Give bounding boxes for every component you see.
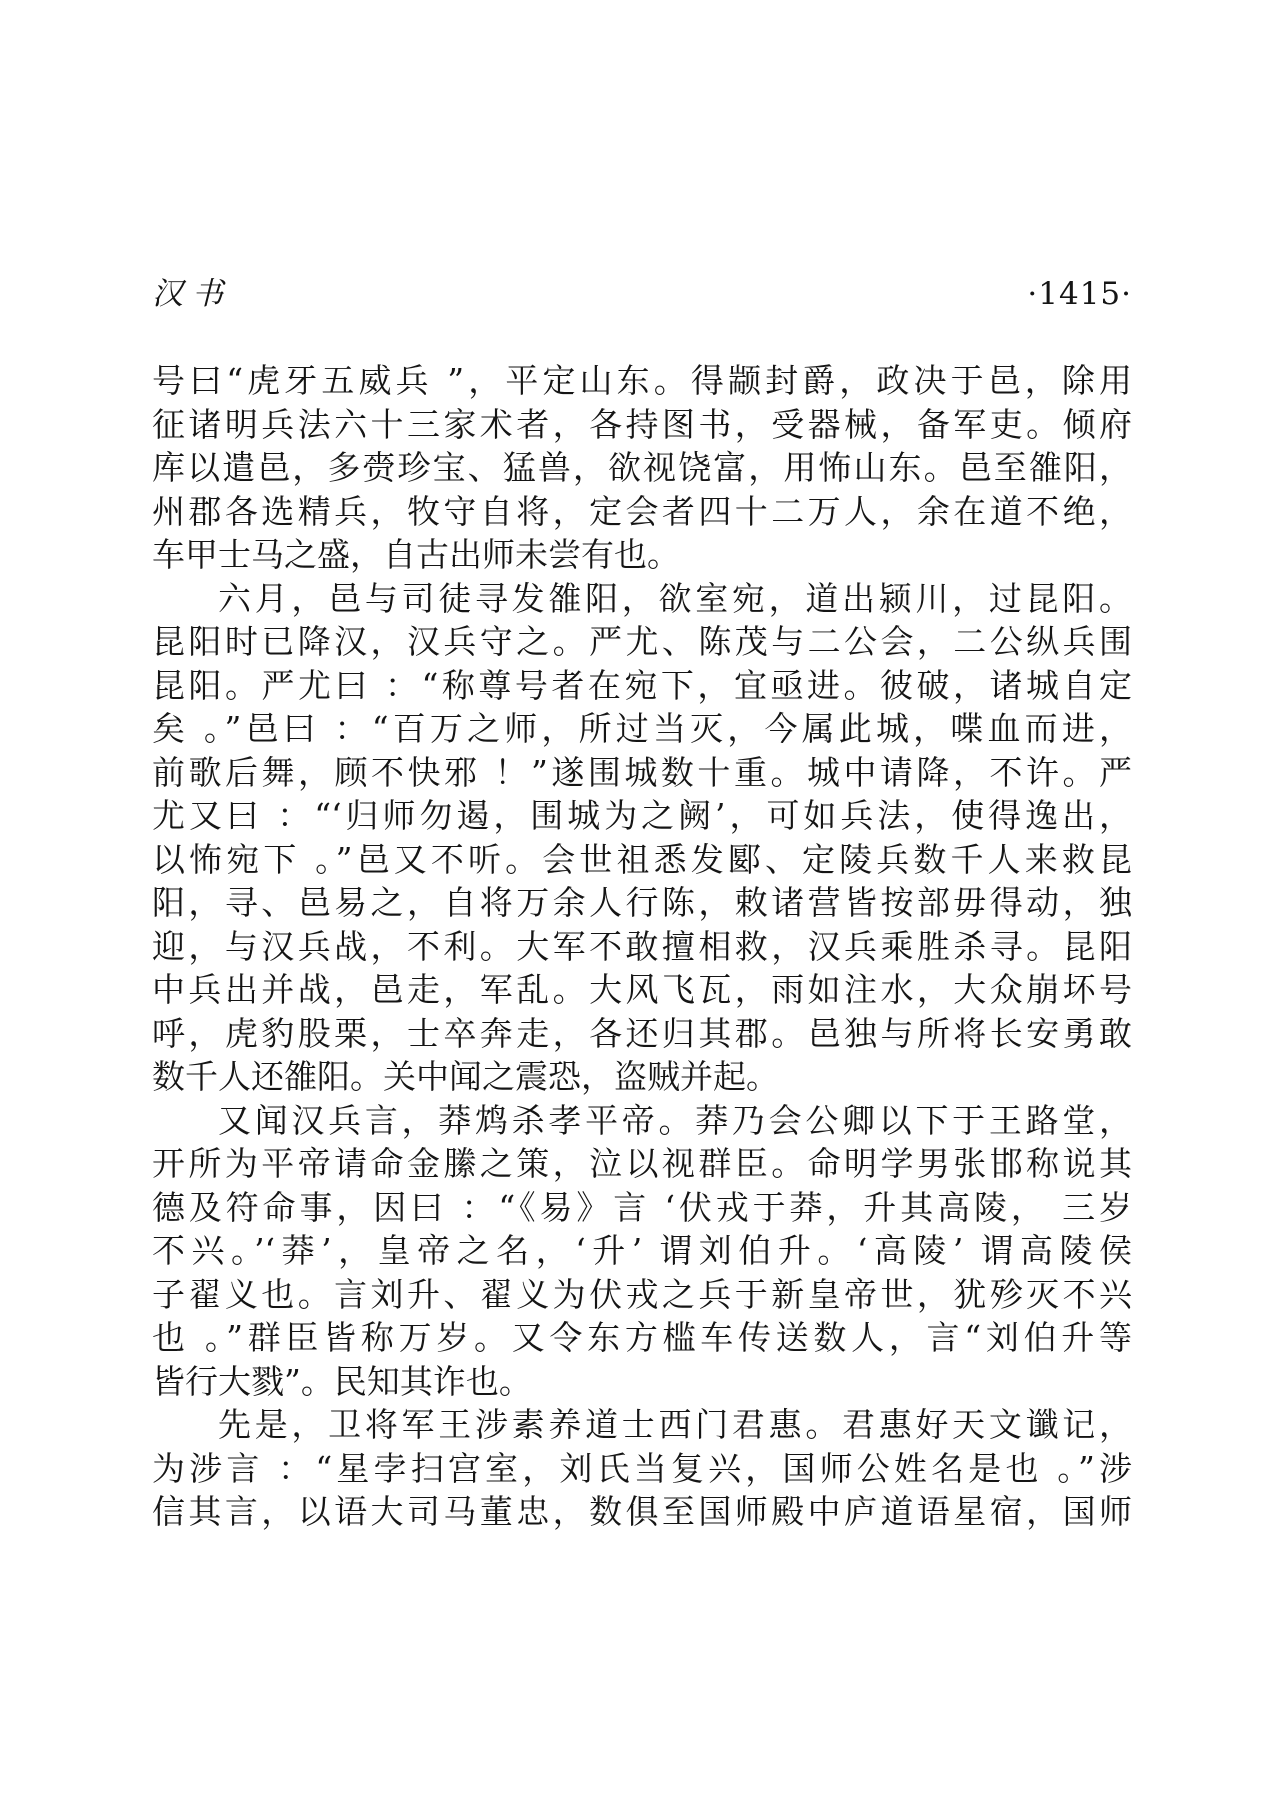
text-line: 州郡各选精兵，牧守自将，定会者四十二万人，余在道不绝， <box>152 491 1132 531</box>
text-line: 以怖宛下 。”邑又不听。会世祖悉发郾、定陵兵数千人来救昆 <box>152 839 1132 879</box>
text-line: 不兴。’‘莽’，皇帝之名，‘升’ 谓刘伯升。‘高陵’ 谓高陵侯 <box>152 1231 1132 1270</box>
text-line: 尤又曰 ：“‘归师勿遏，围城为之阙’，可如兵法，使得逸出， <box>152 796 1132 835</box>
text-line: 库以遣邑，多赍珍宝、猛兽，欲视饶富，用怖山东。邑至雒阳， <box>152 448 1132 487</box>
text-line: 车甲士马之盛，自古出师未尝有也。 <box>152 535 680 574</box>
text-line: 征诸明兵法六十三家术者，各持图书，受器械，备军吏。倾府 <box>152 404 1132 444</box>
text-line: 子翟义也。言刘升、翟义为伏戎之兵于新皇帝世，犹殄灭不兴 <box>152 1274 1132 1314</box>
text-line: 昆阳。严尤曰 ：“称尊号者在宛下，宜亟进。彼破，诸城自定 <box>152 665 1132 705</box>
text-line: 信其言，以语大司马董忠，数俱至国师殿中庐道语星宿，国师 <box>152 1492 1132 1531</box>
body-text <box>152 359 1132 1534</box>
text-line: 呼，虎豹股栗，士卒奔走，各还归其郡。邑独与所将长安勇敢 <box>152 1013 1132 1053</box>
text-line: 又闻汉兵言，莽鸩杀孝平帝。莽乃会公卿以下于王路堂， <box>218 1100 1132 1140</box>
text-line: 德及符命事，因曰 ：“《易》言 ‘伏戎于莽，升其高陵， 三岁 <box>152 1187 1132 1227</box>
text-line: 前歌后舞，顾不快邪 ！”遂围城数十重。城中请降，不许。严 <box>152 752 1132 792</box>
text-line: 先是，卫将军王涉素养道士西门君惠。君惠好天文谶记， <box>218 1405 1132 1444</box>
text-line: 也 。”群臣皆称万岁。又令东方槛车传送数人，言“刘伯升等 <box>152 1318 1132 1357</box>
text-line: 皆行大戮”。民知其诈也。 <box>152 1361 532 1401</box>
text-line: 阳，寻、邑易之，自将万余人行陈，敕诸营皆按部毋得动，独 <box>152 883 1132 922</box>
text-line: 开所为平帝请命金縢之策，泣以视群臣。命明学男张邯称说其 <box>152 1144 1132 1183</box>
book-title: 汉书 <box>152 276 232 312</box>
text-line: 号曰“虎牙五威兵 ”，平定山东。得颛封爵，政决于邑，除用 <box>152 361 1132 400</box>
text-line: 昆阳时已降汉，汉兵守之。严尤、陈茂与二公会，二公纵兵围 <box>152 622 1132 661</box>
text-line: 数千人还雒阳。关中闻之震恐，盗贼并起。 <box>152 1057 779 1096</box>
page-header <box>152 268 1132 313</box>
text-line: 为涉言 ：“星孛扫宫室，刘氏当复兴，国师公姓名是也 。”涉 <box>152 1448 1132 1488</box>
text-line: 中兵出并战，邑走，军乱。大风飞瓦，雨如注水，大众崩坏号 <box>152 970 1132 1009</box>
text-line: 迎，与汉兵战，不利。大军不敢擅相救，汉兵乘胜杀寻。昆阳 <box>152 926 1132 966</box>
text-line: 矣 。”邑曰 ：“百万之师，所过当灭，今属此城，喋血而进， <box>152 709 1132 748</box>
text-line: 六月，邑与司徒寻发雒阳，欲室宛，道出颍川，过昆阳。 <box>218 578 1132 618</box>
page-number: ·1415· <box>1027 276 1132 312</box>
